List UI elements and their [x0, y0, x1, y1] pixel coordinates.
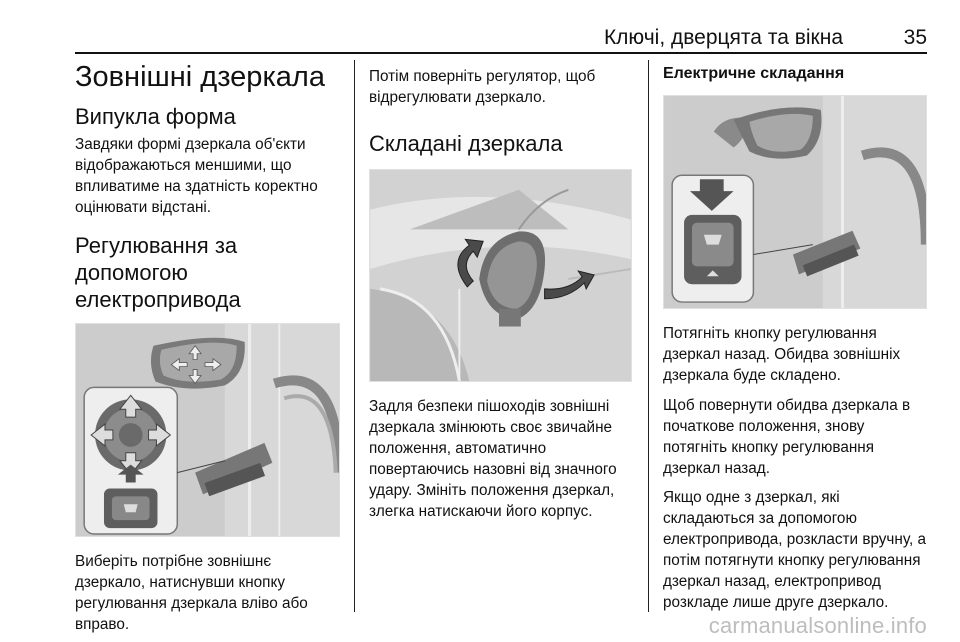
electric-folding-illustration	[663, 95, 927, 309]
mirror-adjust-illustration	[75, 323, 340, 537]
electric-folding-text-2: Щоб повернути обидва дзеркала в початкове положення, знову потягніть кнопку регулювання дзеркал назад.	[663, 397, 911, 477]
header-rule	[75, 52, 927, 54]
watermark: carmanualsonline.info	[708, 613, 927, 638]
header-title: Ключі, дверцята та вікна	[603, 26, 843, 49]
convex-heading: Випукла форма	[75, 104, 236, 129]
page-header	[75, 24, 927, 52]
column-2	[369, 58, 634, 522]
folding-text: Задля безпеки пішоходів зовнішні дзеркала змінюють своє звичайне положення, автоматично повертаючись назовні від значного удару. Змініть положення дзеркал, злегка натискаючи його корпус.	[369, 398, 617, 520]
column-3	[663, 58, 927, 613]
electric-folding-text-3: Якщо одне з дзеркал, які складаються за допомогою електропривода, розкласти вручну, а потім потягнути кнопку регулювання дзеркал назад, електропривод розкладе лише друге дзеркало.	[663, 489, 926, 611]
section-title: Зовнішні дзеркала	[75, 61, 325, 93]
column-divider	[648, 60, 649, 612]
column-1	[75, 58, 340, 635]
convex-text: Завдяки формі дзеркала об'єкти відображаються меншими, що впливатиме на здатність коректно оцінювати відстані.	[75, 136, 318, 216]
page-number: 35	[903, 26, 927, 49]
adjust-text-continued: Потім поверніть регулятор, щоб відрегулювати дзеркало.	[369, 68, 596, 106]
folding-heading: Складані дзеркала	[369, 131, 563, 156]
folding-mirror-illustration	[369, 169, 632, 382]
adjust-text: Виберіть потрібне зовнішнє дзеркало, натиснувши кнопку регулювання дзеркала вліво або вправо.	[75, 553, 308, 633]
electric-folding-heading: Електричне складання	[663, 65, 845, 82]
electric-folding-text-1: Потягніть кнопку регулювання дзеркал назад. Обидва зовнішніх дзеркала буде складено.	[663, 325, 901, 384]
column-divider	[354, 60, 355, 612]
adjust-heading: Регулювання за допомогою електропривода	[75, 233, 241, 312]
